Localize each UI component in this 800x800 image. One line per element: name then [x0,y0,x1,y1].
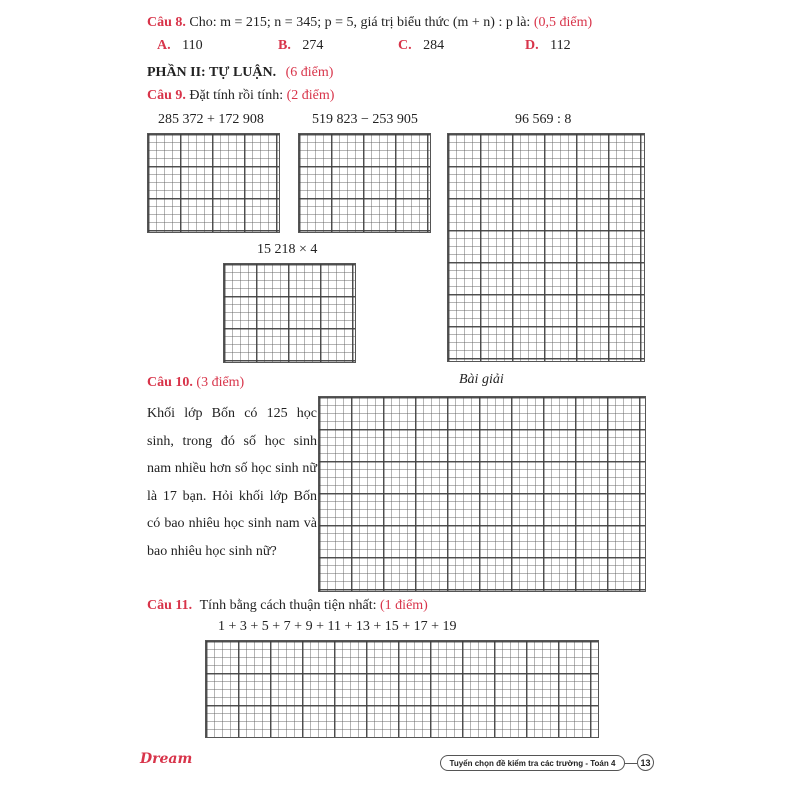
q9-points: (2 điểm) [286,88,335,103]
q9-line [147,88,334,104]
option-value: 110 [182,38,203,53]
q9-grid-2[interactable] [298,133,431,233]
option-letter: B. [278,38,291,53]
q11-expr: 1 + 3 + 5 + 7 + 9 + 11 + 13 + 15 + 17 + 19 [218,619,457,634]
q8-option-b [278,38,323,54]
q11-line [147,598,428,614]
option-letter: C. [398,38,412,53]
option-letter: A. [157,38,171,53]
part2-points: (6 điểm) [285,65,334,80]
q9-expr-2: 519 823 − 253 905 [312,112,418,127]
q8-label: Câu 8. [147,15,186,30]
q8-option-a [157,38,203,54]
q10-solution-grid[interactable] [318,396,646,592]
part2-title: PHẦN II: TỰ LUẬN. [147,65,277,80]
q9-grid-4[interactable] [223,263,356,363]
q10-label: Câu 10. [147,375,193,390]
q9-text: Đặt tính rồi tính: [189,88,284,103]
q9-expr-3: 96 569 : 8 [515,112,572,127]
option-letter: D. [525,38,539,53]
q9-grid-1[interactable] [147,133,280,233]
q9-label: Câu 9. [147,88,186,103]
q10-problem-text: Khối lớp Bốn có 125 học sinh, trong đó số học sinh nam nhiều hơn số học sinh nữ là 17 bạn. Hỏi khối lớp Bốn có bao nhiêu học sinh nam và bao nhiêu học sinh nữ? [147,406,317,559]
q9-expr-4: 15 218 × 4 [257,242,318,257]
series-title: Tuyển chọn đề kiểm tra các trường - Toán 4 [449,758,616,768]
q10-line [147,375,244,391]
q9-grid-3[interactable] [447,133,645,362]
option-value: 112 [550,38,571,53]
q11-text: Tính bằng cách thuận tiện nhất: [199,598,377,613]
q11-grid[interactable] [205,640,599,738]
q11-label: Câu 11. [147,598,193,613]
part2-heading [147,65,333,81]
q8-points: (0,5 điểm) [533,15,593,30]
q8-option-c [398,38,444,54]
q8-option-d [525,38,571,54]
q8-line [147,15,592,31]
page-number: 13 [637,754,654,771]
q8-text: Cho: m = 215; n = 345; p = 5, giá trị biểu thức (m + n) : p là: [189,15,531,30]
q11-points: (1 điểm) [380,598,428,613]
publisher-logo: Dream [140,751,193,767]
option-value: 274 [302,38,324,53]
option-value: 284 [423,38,445,53]
q10-solution-label: Bài giải [459,372,504,387]
series-banner [440,755,625,771]
footer-divider [625,763,637,764]
q9-expr-1: 285 372 + 172 908 [158,112,264,127]
q10-points: (3 điểm) [196,375,245,390]
